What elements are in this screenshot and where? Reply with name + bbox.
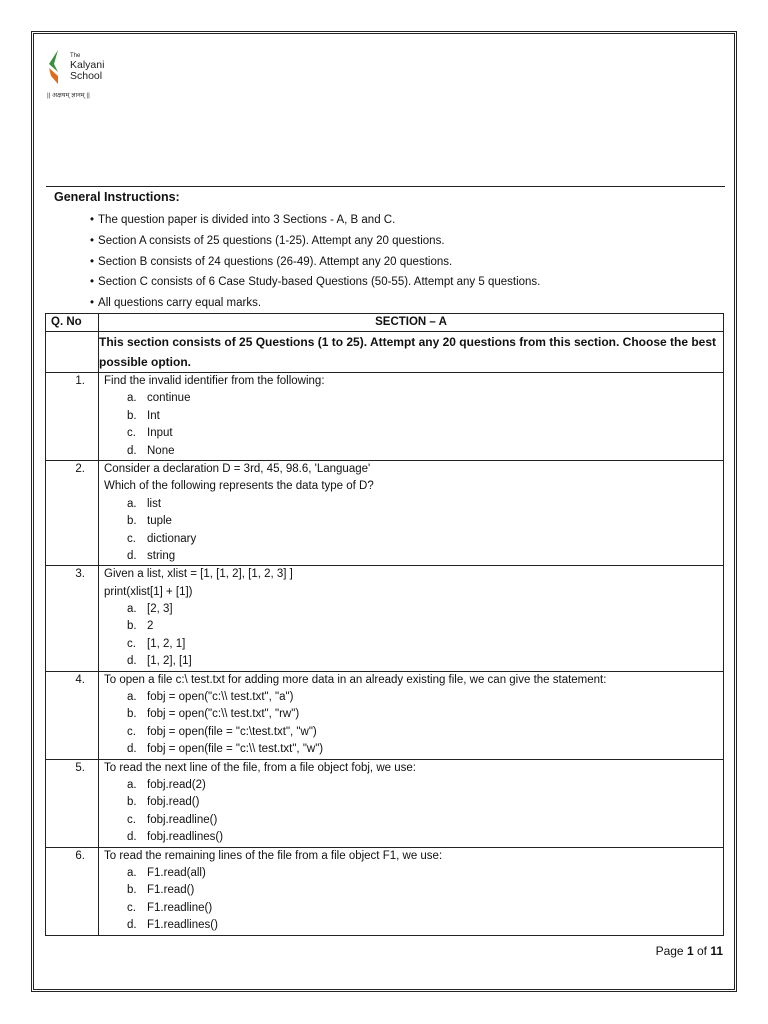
footer-prefix: Page bbox=[655, 944, 687, 958]
option-letter: b. bbox=[127, 796, 137, 809]
option-letter: b. bbox=[127, 409, 137, 422]
options-list bbox=[104, 777, 723, 847]
question-stem: Which of the following represents the data type of D? bbox=[104, 480, 374, 493]
option-text: continue bbox=[147, 392, 191, 405]
question-body bbox=[99, 373, 724, 461]
option-letter: d. bbox=[127, 549, 137, 562]
option-letter: d. bbox=[127, 831, 137, 844]
option-text: F1.read(all) bbox=[147, 866, 206, 879]
section-note: This section consists of 25 Questions (1 to 25). Attempt any 20 questions from this section. Choose the best possible option. bbox=[99, 332, 724, 373]
option-item bbox=[104, 829, 723, 846]
option-item bbox=[104, 882, 723, 899]
option-text: None bbox=[147, 444, 175, 457]
option-letter: a. bbox=[127, 392, 137, 405]
option-text: string bbox=[147, 549, 176, 562]
option-text: Input bbox=[147, 427, 173, 440]
options-list bbox=[104, 601, 723, 671]
option-item bbox=[104, 618, 723, 635]
option-text: F1.readlines() bbox=[147, 919, 218, 932]
options-list bbox=[104, 496, 723, 566]
option-letter: c. bbox=[127, 725, 136, 738]
option-item bbox=[104, 601, 723, 618]
option-text: fobj.readlines() bbox=[147, 831, 224, 844]
instruction-item: • Section C consists of 6 Case Study-based Questions (50-55). Attempt any 5 questions. bbox=[90, 272, 540, 293]
option-letter: b. bbox=[127, 884, 137, 897]
question-stem: print(xlist[1] + [1]) bbox=[104, 585, 193, 598]
option-item bbox=[104, 900, 723, 917]
logo-wordmark bbox=[70, 53, 104, 81]
question-number: 5. bbox=[46, 759, 99, 847]
option-item bbox=[104, 794, 723, 811]
option-letter: c. bbox=[127, 637, 136, 650]
question-body bbox=[99, 566, 724, 671]
question-stem: To read the remaining lines of the file from a file object F1, we use: bbox=[104, 849, 443, 862]
option-item bbox=[104, 917, 723, 934]
options-list bbox=[104, 689, 723, 759]
option-text: [1, 2], [1] bbox=[147, 655, 192, 668]
option-letter: d. bbox=[127, 919, 137, 932]
question-number: 4. bbox=[46, 671, 99, 759]
option-text: list bbox=[147, 497, 162, 510]
header-rule bbox=[46, 186, 725, 187]
option-letter: a. bbox=[127, 866, 137, 879]
option-text: dictionary bbox=[147, 532, 197, 545]
option-item bbox=[104, 777, 723, 794]
instruction-item: • All questions carry equal marks. bbox=[90, 293, 540, 314]
option-item bbox=[104, 408, 723, 425]
empty-cell bbox=[46, 332, 99, 373]
option-letter: c. bbox=[127, 427, 136, 440]
instruction-item: • Section B consists of 24 questions (26-49). Attempt any 20 questions. bbox=[90, 252, 540, 273]
question-stem: Given a list, xlist = [1, [1, 2], [1, 2, 3] ] bbox=[104, 568, 293, 581]
question-stem: Consider a declaration D = 3rd, 45, 98.6, 'Language' bbox=[104, 462, 371, 475]
question-table bbox=[45, 313, 724, 936]
option-text: F1.read() bbox=[147, 884, 195, 897]
option-text: fobj = open("c:\\ test.txt", "rw") bbox=[147, 708, 300, 721]
option-text: fobj.read(2) bbox=[147, 778, 206, 791]
option-letter: a. bbox=[127, 778, 137, 791]
option-item bbox=[104, 741, 723, 758]
general-instructions-title: General Instructions: bbox=[54, 190, 180, 204]
question-body bbox=[99, 759, 724, 847]
option-item bbox=[104, 865, 723, 882]
option-letter: a. bbox=[127, 603, 137, 616]
instruction-item: • Section A consists of 25 questions (1-25). Attempt any 20 questions. bbox=[90, 231, 540, 252]
option-text: 2 bbox=[147, 620, 154, 633]
logo-chevron-green bbox=[49, 50, 58, 72]
questions-body bbox=[46, 373, 724, 936]
instructions-list bbox=[90, 210, 540, 314]
footer-total: 11 bbox=[710, 944, 723, 958]
question-stem: To read the next line of the file, from a file object fobj, we use: bbox=[104, 761, 416, 774]
option-letter: c. bbox=[127, 813, 136, 826]
page-footer bbox=[656, 944, 723, 958]
question-row bbox=[46, 671, 724, 759]
option-item bbox=[104, 812, 723, 829]
option-text: F1.readline() bbox=[147, 901, 213, 914]
question-body bbox=[99, 671, 724, 759]
section-header: SECTION – A bbox=[99, 314, 724, 332]
option-text: fobj.readline() bbox=[147, 813, 218, 826]
logo-line2: School bbox=[70, 69, 103, 82]
option-text: fobj.read() bbox=[147, 796, 200, 809]
question-stem: To open a file c:\ test.txt for adding more data in an already existing file, we can give the statement: bbox=[104, 673, 607, 686]
table-header-row bbox=[46, 314, 724, 332]
question-row bbox=[46, 566, 724, 671]
question-row bbox=[46, 373, 724, 461]
logo-the: The bbox=[70, 53, 81, 59]
question-body bbox=[99, 847, 724, 935]
option-letter: c. bbox=[127, 532, 136, 545]
option-item bbox=[104, 653, 723, 670]
option-text: [2, 3] bbox=[147, 603, 173, 616]
option-item bbox=[104, 548, 723, 565]
option-letter: a. bbox=[127, 497, 137, 510]
option-item bbox=[104, 689, 723, 706]
question-row bbox=[46, 759, 724, 847]
footer-page: 1 bbox=[686, 944, 694, 958]
option-item bbox=[104, 496, 723, 513]
logo-motto: || अक्षयम् ज्ञानम् || bbox=[47, 92, 90, 99]
option-text: fobj = open("c:\\ test.txt", "a") bbox=[147, 691, 294, 704]
option-item bbox=[104, 531, 723, 548]
option-text: tuple bbox=[147, 515, 172, 528]
question-body bbox=[99, 460, 724, 565]
footer-of: of bbox=[693, 944, 711, 958]
options-list bbox=[104, 390, 723, 460]
option-item bbox=[104, 636, 723, 653]
option-letter: b. bbox=[127, 708, 137, 721]
question-row bbox=[46, 847, 724, 935]
question-number: 2. bbox=[46, 460, 99, 565]
option-letter: d. bbox=[127, 444, 137, 457]
option-item bbox=[104, 513, 723, 530]
option-letter: d. bbox=[127, 743, 137, 756]
option-item bbox=[104, 706, 723, 723]
question-number: 1. bbox=[46, 373, 99, 461]
question-number: 6. bbox=[46, 847, 99, 935]
option-letter: c. bbox=[127, 901, 136, 914]
section-note-row bbox=[46, 332, 724, 373]
option-item bbox=[104, 724, 723, 741]
option-item bbox=[104, 443, 723, 460]
option-text: Int bbox=[147, 409, 160, 422]
option-text: fobj = open(file = "c:\test.txt", "w") bbox=[147, 725, 317, 738]
option-item bbox=[104, 390, 723, 407]
question-stem: Find the invalid identifier from the following: bbox=[104, 375, 325, 387]
instruction-item: • The question paper is divided into 3 Sections - A, B and C. bbox=[90, 210, 540, 231]
option-letter: d. bbox=[127, 655, 137, 668]
option-text: fobj = open(file = "c:\\ test.txt", "w") bbox=[147, 743, 324, 756]
logo-line1: Kalyani bbox=[70, 59, 105, 71]
option-letter: b. bbox=[127, 515, 137, 528]
qno-header: Q. No bbox=[46, 314, 99, 332]
option-text: [1, 2, 1] bbox=[147, 637, 186, 650]
options-list bbox=[104, 865, 723, 935]
question-row bbox=[46, 460, 724, 565]
option-letter: b. bbox=[127, 620, 137, 633]
option-letter: a. bbox=[127, 691, 137, 704]
option-item bbox=[104, 425, 723, 442]
question-number: 3. bbox=[46, 566, 99, 671]
